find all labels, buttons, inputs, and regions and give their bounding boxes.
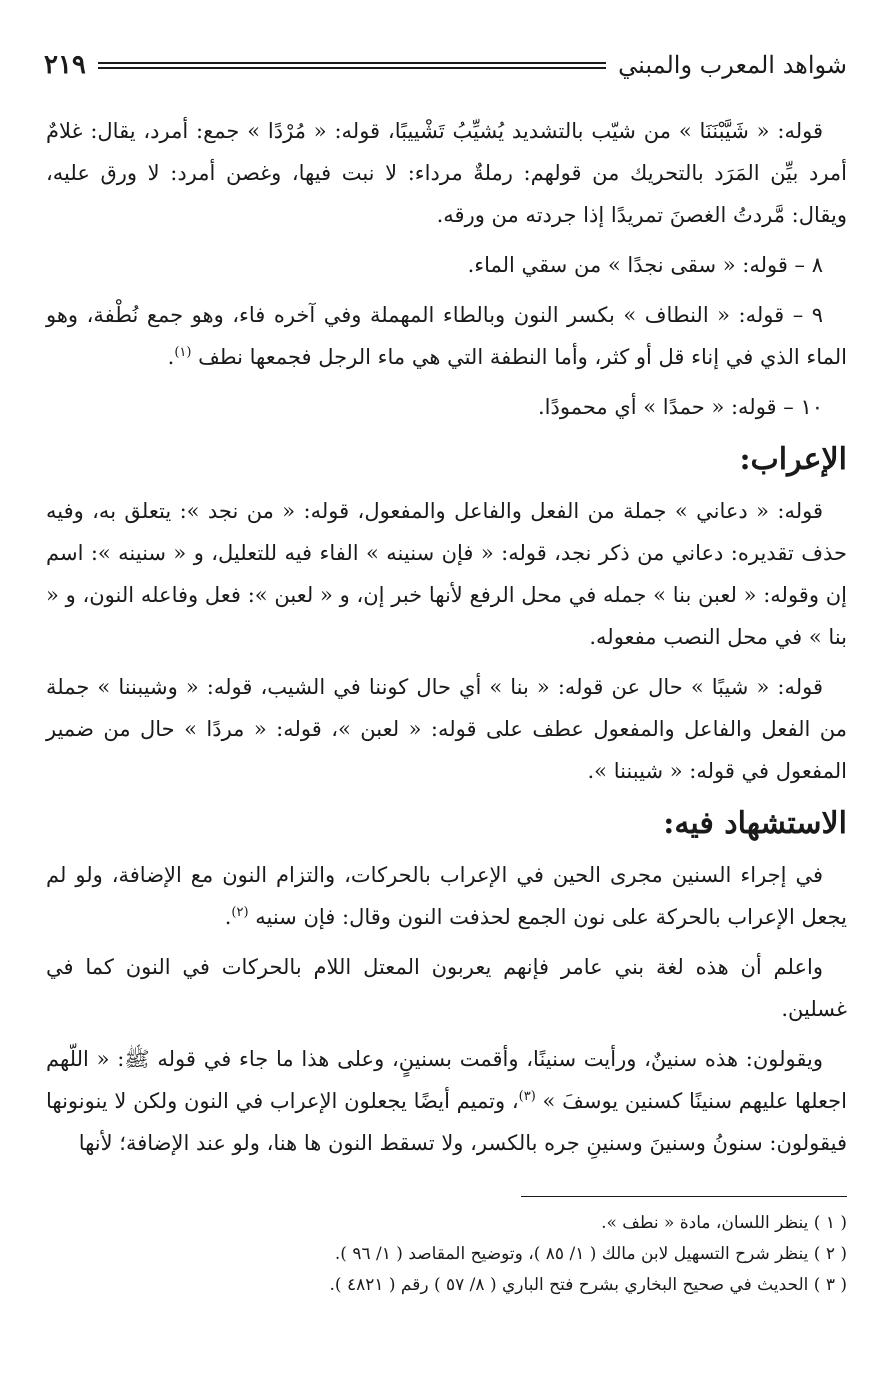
paragraph-9-text: ويقولون: هذه سنينٌ، ورأيت سنينًا، وأقمت بسنينٍ، وعلى هذا ما جاء في قوله ﷺ: « اللّهم اجعلها عليهم سنينًا كسنين يوسفَ » bbox=[46, 1047, 847, 1113]
paragraph-7-text: في إجراء السنين مجرى الحين في الإعراب بالحركات، والتزام النون مع الإضافة، ولو لم يجعل الإعراب بالحركة على نون الجمع لحذفت النون وقال: فإن سنيه bbox=[46, 863, 847, 929]
footnote-ref-1: (١) bbox=[174, 345, 192, 360]
paragraph-7-end: . bbox=[224, 905, 232, 929]
footnotes bbox=[60, 1208, 847, 1301]
page-header bbox=[44, 36, 847, 94]
paragraph-4: ١٠ – قوله: « حمدًا » أي محمودًا. bbox=[537, 395, 823, 419]
running-title: شواهد المعرب والمبني bbox=[618, 51, 847, 79]
paragraph-6: قوله: « شيبًا » حال عن قوله: « بنا » أي حال كوننا في الشيب، قوله: « وشيبننا » جملة من الفعل والفاعل والمفعول عطف على قوله: « لعبن »، قوله: « مردًا » حال من ضمير المفعول في قوله: « شيبننا ». bbox=[46, 675, 847, 783]
footnote-ref-2: (٢) bbox=[231, 905, 249, 920]
page-number: ٢١٩ bbox=[44, 50, 86, 80]
header-rule bbox=[98, 62, 606, 69]
paragraph-3-text: ٩ – قوله: « النطاف » بكسر النون وبالطاء المهملة وفي آخره فاء، وهو جمع نُطْفة، وهو الماء الذي في إناء قل أو كثر، وأما النطفة التي هي ماء الرجل فجمعها نطف bbox=[46, 303, 847, 369]
footnote-separator bbox=[521, 1196, 847, 1197]
footnote-3: ( ٣ ) الحديث في صحيح البخاري بشرح فتح الباري ( ٨/ ٥٧ ) رقم ( ٤٨٢١ ). bbox=[329, 1275, 847, 1295]
heading-istishhad: الاستشهاد فيه: bbox=[663, 806, 847, 841]
footnote-ref-3: (٣) bbox=[518, 1089, 536, 1104]
footnote-2: ( ٢ ) ينظر شرح التسهيل لابن مالك ( ١/ ٨٥ )، وتوضيح المقاصد ( ١/ ٩٦ ). bbox=[334, 1244, 847, 1264]
paragraph-3-end: . bbox=[167, 345, 175, 369]
footnote-1: ( ١ ) ينظر اللسان، مادة « نطف ». bbox=[601, 1213, 847, 1233]
paragraph-2: ٨ – قوله: « سقى نجدًا » من سقي الماء. bbox=[467, 253, 823, 277]
paragraph-9 bbox=[46, 1038, 847, 1164]
paragraph-3 bbox=[46, 294, 847, 378]
heading-irab: الإعراب: bbox=[739, 442, 847, 477]
paragraph-9-end: ، وتميم أيضًا يجعلون الإعراب في النون ولكن لا ينونونها فيقولون: سنونُ وسنينَ وسنينِ جره بالكسر، ولا تسقط النون ها هنا، ولو عند الإضافة؛ لأنها bbox=[46, 1089, 847, 1155]
paragraph-1: قوله: « شَيَّبْنَنَا » من شيّب بالتشديد يُشيِّبُ تَشْييبًا، قوله: « مُرْدًا » جمع: أمرد، يقال: غلامٌ أمرد بيِّن المَرَد بالتحريك من قولهم: رملةٌ مرداء: لا نبت فيها، وغصن أمرد: لا ورق عليه، ويقال: مَّردتُ الغصنَ تمريدًا إذا جردته من ورقه. bbox=[46, 119, 847, 227]
paragraph-5: قوله: « دعاني » جملة من الفعل والفاعل والمفعول، قوله: « من نجد »: يتعلق به، وفيه حذف تقديره: دعاني من ذكر نجد، قوله: « فإن سنينه » الفاء فيه للتعليل، و « سنينه »: اسم إن وقوله: « لعبن بنا » جمله في محل الرفع لأنها خبر إن، و « لعبن »: فعل وفاعله النون، و « بنا » في محل النصب مفعوله. bbox=[46, 499, 847, 649]
paragraph-7 bbox=[46, 854, 847, 938]
paragraph-8: واعلم أن هذه لغة بني عامر فإنهم يعربون المعتل اللام بالحركات في النون كما في غسلين. bbox=[46, 955, 847, 1021]
page-body bbox=[46, 110, 847, 1172]
